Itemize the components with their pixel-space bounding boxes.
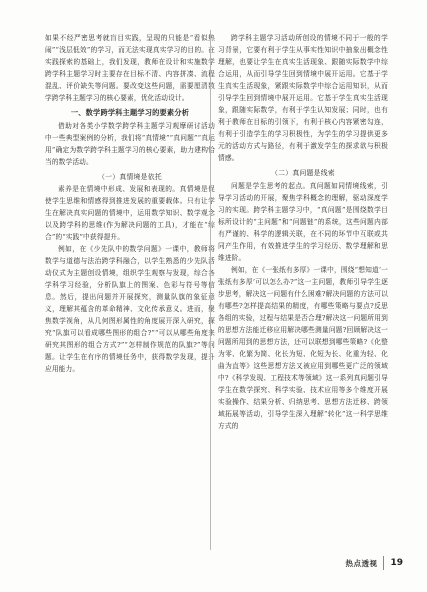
section-heading: 一、数学跨学科主题学习的要素分析 xyxy=(70,108,190,117)
paragraph: 例如，在《少先队中的数学问题》一课中，教师将数学与道德与法治跨学科融合，以学生熟悉的少先队活动仪式为主题创设情境，组织学生观察与发现，综合各学科学习经验，分析队旗上的图案、色彩与符号等信息。然后，提出问题并开展探究，测量队旗的象征意义，理解其蕴含的革命精神、文化传承意义。进而，聚焦数学视角，从几何图形属性的角度展开深入研究，探究“队旗可以看成哪些图形的组合?”“可以从哪些角度来研究其图形的组合方式?”“怎样制作规范的队旗?”等问题。让学生在有序的情境任务中，获得数学发现，提升应用能力。 xyxy=(45,245,215,373)
paragraph: 素养是在情境中形成、发展和表现的。真情境是促使学生思维和情感得到推进发展的重要载体。只有让学生在解决真实问题的情境中，运用数学知识、数学观念以及跨学科的思维(作为解决问题的工具)，才能在“综合”的“实践”中获得提升。 xyxy=(45,185,215,241)
right-column xyxy=(218,32,388,432)
page-number: 19 xyxy=(390,558,403,568)
paragraph: 如果不经严密思考就盲目实践，呈现的只能是“看似热闹”“浅层低效”的学习，而无法实现真实学习的目的。在实践探索的基础上，我们发现，教师在设计和实施数学跨学科主题学习时主要存在目标不清、内容拼凑、流程混乱、评价缺失等问题。要改变这些问题，需要厘清数学跨学科主题学习的核心要素，优化活动设计。 xyxy=(45,34,215,102)
subsection-heading: （一）真情境是依托 xyxy=(98,172,162,181)
paragraph: 问题是学生思考的起点。真问题如同情境线索，引导学习活动的开展，聚焦学科概念的理解，驱动深度学习的实现。跨学科主题学习中，“真问题”是围绕数学目标所设计的“主问题”和“问题链”的系统，这些问题内部有严谨的、科学的逻辑关联，在不同的环节中互联或共同产生作用，有效推进学生的学习经历、数学理解和思维进阶。 xyxy=(218,181,388,262)
subsection-heading: （二）真问题是线索 xyxy=(271,169,335,177)
paragraph: 借助对各类小学数学跨学科主题学习观摩研讨活动中一些典型案例的分析，我们将“真情境”“真问题”“真运用”确定为数学跨学科主题学习的核心要素，助力建构恰当的数学活动。 xyxy=(45,121,215,166)
paragraph: 跨学科主题学习活动所创设的情境不同于一般的学习背景，它要有利于学生从事实性知识中抽象出概念性理解，也要让学生在真实生活现象、跟随实际数学中综合运用，从而引导学生回到情境中展开运用。它基于学生真实生活现象，紧跟实际数学中综合运用知识，从而引导学生回到情境中展开运用。它基于学生真实生活现象，跟随实际数学，有利于学生认知发展；同时，也有利于教师在目标的引领下，有利于核心内容紧密勾连，有利于引造学生的学习积极性，为学生的学习提供更多元的活动方式与路径，有利于激发学生的探求欲与积极情感。 xyxy=(218,34,388,162)
running-section-title: 热点透视 xyxy=(345,558,378,568)
paragraph: 例如，在《一张纸有多厚》一课中，围绕“想知道‘一张纸有多厚’可以怎么办?”这一主问题，教师引导学生逐步思考，解决这一问题有什么困难?解决问题的方法可以有哪些?怎样提高结果的精度，有哪些策略与要点?反思各组的实验，过程与结果是否合理?解决这一问题所用到的思想方法能迁移应用解决哪些测量问题?回顾解决这一问题所用到的思想方法，还可以联想到哪些策略?《化整为零、化繁为简、化长为短、化短为长、化重为轻、化曲为直等》这些思想方法又被应用到哪些更广泛的领域中?《科学发现、工程技术等领域》这一系列真问题引导学生在数学探究、科学实验、技术应用等多个维度开展实验操作、结果分析、归纳思考、思想方法迁移、跨领域拓展等活动，引导学生深入理解“转化”这一科学思维方式的 xyxy=(218,265,388,430)
page-footer xyxy=(345,556,403,570)
column-divider xyxy=(210,30,211,550)
footer-divider xyxy=(383,556,384,570)
left-column xyxy=(45,32,215,375)
